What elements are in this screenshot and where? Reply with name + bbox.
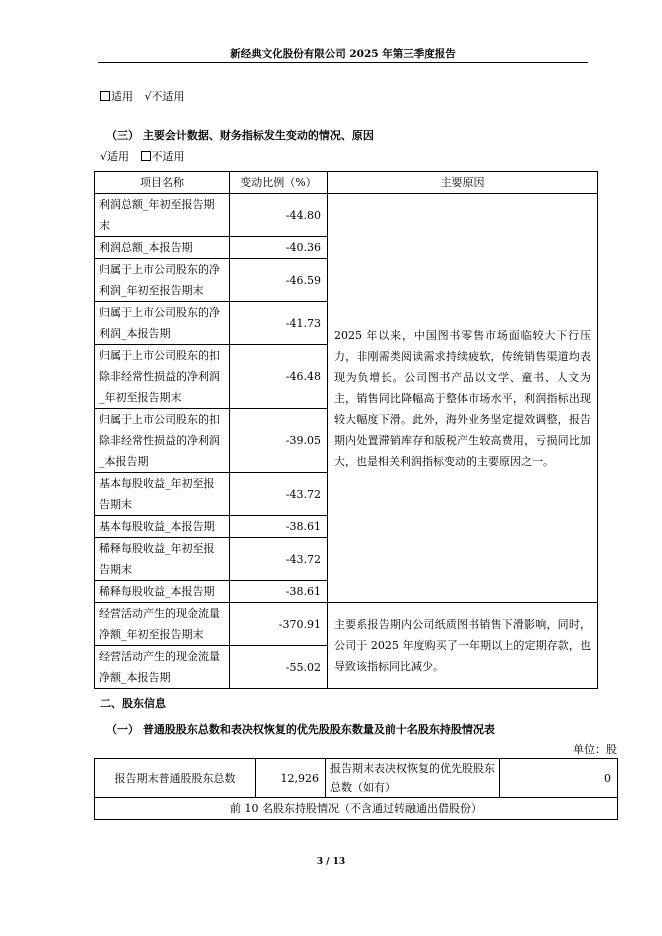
checkbox-unchecked-icon — [141, 151, 151, 161]
change-ratio: -370.91 — [230, 603, 328, 646]
checkbox-unchecked-icon — [100, 91, 110, 101]
option-applicable: 适用 — [107, 150, 130, 163]
page-header-title: 新经典文化股份有限公司 2025 年第三季度报告 — [230, 48, 456, 60]
change-ratio: -43.72 — [230, 538, 328, 581]
section-title-shareholders: 二、股东信息 — [100, 697, 166, 710]
item-name: 基本每股收益_本报告期 — [95, 516, 230, 538]
change-ratio: -40.36 — [230, 237, 328, 259]
item-name: 归属于上市公司股东的净利润_年初至报告期末 — [95, 259, 230, 302]
reason-profit-indicators: 2025 年以来，中国图书零售市场面临较大下行压力，非刚需类阅读需求持续疲软，传统销售渠道均表现为负增长。公司图书产品以文学、童书、人文为主，销售同比降幅高于整体市场水平，利润指标出现较大幅度下滑。此外，海外业务坚定提效调整，报告期内处置滞销库存和版税产生较高费用，亏损同比加大，也是相关利润指标变动的主要原因之一。 — [328, 194, 598, 603]
item-name: 稀释每股收益_年初至报告期末 — [95, 538, 230, 581]
item-name: 经营活动产生的现金流量净额_本报告期 — [95, 646, 230, 689]
unit-label: 单位：股 — [573, 743, 617, 756]
top-10-caption: 前 10 名股东持股情况（不含通过转融通出借股份） — [95, 798, 618, 820]
shareholders-table — [94, 758, 618, 820]
applicability-line-1 — [100, 88, 185, 104]
change-ratio: -38.61 — [230, 516, 328, 538]
label-common-shareholders: 报告期末普通股股东总数 — [95, 759, 256, 798]
checkmark-icon: √ — [144, 90, 152, 103]
financial-changes-table — [94, 171, 598, 689]
header-item-name: 项目名称 — [95, 172, 230, 194]
label-preferred-shareholders: 报告期末表决权恢复的优先股股东总数（如有） — [326, 759, 500, 798]
page-number: 3 / 13 — [316, 857, 346, 867]
header-divider — [98, 62, 588, 63]
table-row — [95, 759, 618, 798]
subsection-title-shareholders-table: （一） 普通股股东总数和表决权恢复的优先股股东数量及前十名股东持股情况表 — [106, 723, 495, 736]
header-change-ratio: 变动比例（%） — [230, 172, 328, 194]
change-ratio: -44.80 — [230, 194, 328, 237]
table-header-row — [95, 172, 598, 194]
applicability-line-2 — [100, 148, 185, 164]
item-name: 归属于上市公司股东的扣除非经常性损益的净利润_本报告期 — [95, 409, 230, 473]
option-applicable: 适用 — [111, 90, 133, 103]
item-name: 利润总额_年初至报告期末 — [95, 194, 230, 237]
item-name: 利润总额_本报告期 — [95, 237, 230, 259]
change-ratio: -41.73 — [230, 302, 328, 345]
item-name: 经营活动产生的现金流量净额_年初至报告期末 — [95, 603, 230, 646]
table-row — [95, 603, 598, 646]
change-ratio: -38.61 — [230, 581, 328, 603]
change-ratio: -43.72 — [230, 473, 328, 516]
table-row — [95, 194, 598, 237]
item-name: 归属于上市公司股东的扣除非经常性损益的净利润_年初至报告期末 — [95, 345, 230, 409]
item-name: 归属于上市公司股东的净利润_本报告期 — [95, 302, 230, 345]
header-main-reason: 主要原因 — [328, 172, 598, 194]
item-name: 基本每股收益_年初至报告期末 — [95, 473, 230, 516]
table-row — [95, 798, 618, 820]
change-ratio: -39.05 — [230, 409, 328, 473]
change-ratio: -46.59 — [230, 259, 328, 302]
value-preferred-shareholders: 0 — [500, 759, 618, 798]
change-ratio: -46.48 — [230, 345, 328, 409]
change-ratio: -55.02 — [230, 646, 328, 689]
section-title-changes: （三） 主要会计数据、财务指标发生变动的情况、原因 — [106, 129, 374, 142]
reason-cash-flow: 主要系报告期内公司纸质图书销售下滑影响，同时，公司于 2025 年度购买了一年期以上的定期存款，也导致该指标同比减少。 — [328, 603, 598, 689]
item-name: 稀释每股收益_本报告期 — [95, 581, 230, 603]
option-not-applicable: 不适用 — [151, 90, 185, 103]
option-not-applicable: 不适用 — [151, 150, 185, 163]
value-common-shareholders: 12,926 — [256, 759, 326, 798]
checkmark-icon: √ — [100, 150, 108, 163]
